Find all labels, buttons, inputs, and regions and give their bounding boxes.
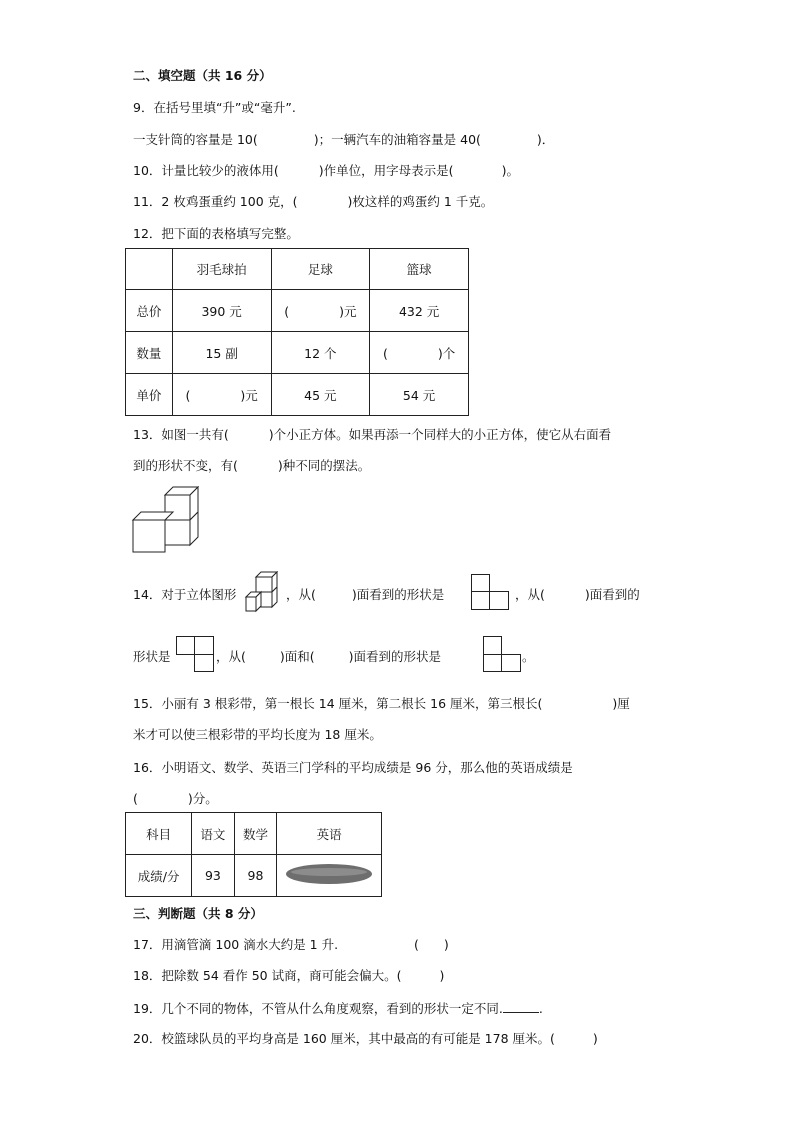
section-title-true-false: 三、判断题（共 8 分）: [133, 906, 263, 921]
q18-end: ): [439, 968, 445, 983]
q14-solid-figure: [244, 571, 280, 613]
q9-text-b: )；一辆汽车的油箱容量是 40(: [313, 132, 481, 147]
q12-header-empty: [126, 249, 173, 290]
question-13-line-1: [133, 427, 611, 443]
q14-text-i: )面看到的形状是: [348, 649, 442, 664]
q16-header-english: 英语: [277, 813, 382, 855]
q12-row-label-quantity: 数量: [126, 332, 173, 374]
q17-text: 17．用滴管滴 100 滴水大约是 1 升.: [133, 937, 339, 952]
q17-answer-bracket[interactable]: ( ): [414, 937, 449, 952]
q12-header-badminton: 羽毛球拍: [172, 249, 271, 290]
q12-cell: 45 元: [271, 374, 370, 416]
q12-row-label-total: 总价: [126, 290, 173, 332]
q19-end: .: [538, 1001, 543, 1016]
q13-text-c: 到的形状不变，有(: [133, 458, 238, 473]
question-20: [133, 1031, 598, 1047]
q14-text-b: ，从(: [286, 587, 316, 602]
q11-text-a: 11．2 枚鸡蛋重约 100 克，(: [133, 194, 298, 209]
ink-blot-icon: [284, 862, 374, 886]
q16-text-a: (: [133, 791, 138, 806]
q16-header-chinese: 语文: [192, 813, 235, 855]
q14-text-j: 。: [522, 649, 535, 664]
q15-text-a: 15．小丽有 3 根彩带，第一根长 14 厘米，第二根长 16 厘米，第三根长(: [133, 696, 543, 711]
q19-answer-underline[interactable]: [503, 1000, 539, 1013]
question-15-line-2: 米才可以使三根彩带的平均长度为 18 厘米。: [133, 727, 382, 742]
q13-cube-figure: [130, 486, 202, 556]
q18-text: 18．把除数 54 看作 50 试商，商可能会偏大。(: [133, 968, 402, 983]
question-16-line-2: [133, 791, 218, 807]
q12-cell: 432 元: [370, 290, 469, 332]
q12-cell: 54 元: [370, 374, 469, 416]
q12-price-table: [125, 248, 469, 416]
q16-score-table: [125, 812, 382, 897]
q14-text-d: ，从(: [515, 587, 545, 602]
q14-view-shape-3: [483, 636, 521, 672]
q19-text: 19．几个不同的物体，不管从什么角度观察，看到的形状一定不同.: [133, 1001, 503, 1016]
q16-header-subject: 科目: [126, 813, 192, 855]
q14-text-h: )面和(: [279, 649, 315, 664]
q20-text: 20．校篮球队员的平均身高是 160 厘米，其中最高的有可能是 178 厘米。(: [133, 1031, 555, 1046]
question-14-line-2a: [133, 649, 171, 665]
q12-cell-blank[interactable]: ( )元: [172, 374, 271, 416]
q12-row-label-unit-price: 单价: [126, 374, 173, 416]
q16-score-english-hidden: [277, 855, 382, 897]
q12-cell: 12 个: [271, 332, 370, 374]
q9-text-a: 一支针筒的容量是 10(: [133, 132, 258, 147]
question-9-line: [133, 132, 554, 148]
question-15-line-1: [133, 696, 630, 712]
question-14-line-1c: [515, 587, 640, 603]
question-14-line-2b: [216, 649, 441, 665]
question-11: [133, 194, 493, 210]
question-14-line-1b: [286, 587, 444, 603]
q13-text-a: 13．如图一共有(: [133, 427, 229, 442]
question-14-line-1: [133, 587, 236, 603]
q13-text-d: )种不同的摆法。: [277, 458, 371, 473]
question-16-line-1: 16．小明语文、数学、英语三门学科的平均成绩是 96 分，那么他的英语成绩是: [133, 760, 573, 775]
q13-text-b: )个小正方体。如果再添一个同样大的小正方体，使它从右面看: [268, 427, 612, 442]
q12-header-football: 足球: [271, 249, 370, 290]
q14-text-a: 14．对于立体图形: [133, 587, 237, 602]
q11-text-b: )枚这样的鸡蛋约 1 千克。: [347, 194, 494, 209]
q14-text-e: )面看到的: [584, 587, 640, 602]
question-10: [133, 163, 519, 179]
q16-score-math: 98: [234, 855, 277, 897]
question-18: [133, 968, 444, 984]
q12-cell-blank[interactable]: ( )个: [370, 332, 469, 374]
q10-text-b: )作单位，用字母表示是(: [318, 163, 454, 178]
q12-cell-blank[interactable]: ( )元: [271, 290, 370, 332]
question-14-line-2c: [522, 649, 535, 665]
q12-cell: 15 副: [172, 332, 271, 374]
question-9-stem: 9．在括号里填“升”或“毫升”.: [133, 100, 296, 115]
q10-text-a: 10．计量比较少的液体用(: [133, 163, 279, 178]
q14-view-shape-2: [176, 636, 214, 672]
q15-text-b: )厘: [612, 696, 630, 711]
q14-text-c: )面看到的形状是: [351, 587, 445, 602]
q16-header-math: 数学: [234, 813, 277, 855]
q12-cell: 390 元: [172, 290, 271, 332]
q9-text-c: )．: [536, 132, 555, 147]
question-17: [133, 937, 338, 953]
q16-row-label-score: 成绩/分: [126, 855, 192, 897]
q20-end: ): [592, 1031, 598, 1046]
q16-score-chinese: 93: [192, 855, 235, 897]
q12-header-basketball: 篮球: [370, 249, 469, 290]
question-13-line-2: [133, 458, 370, 474]
q14-view-shape-1: [471, 574, 509, 610]
q14-text-f: 形状是: [133, 649, 171, 664]
q10-text-c: )。: [501, 163, 519, 178]
q16-text-b: )分。: [187, 791, 218, 806]
question-19: [133, 1000, 543, 1017]
question-12-stem: 12．把下面的表格填写完整。: [133, 226, 299, 241]
q14-text-g: ，从(: [216, 649, 246, 664]
section-title-fill-blank: 二、填空题（共 16 分）: [133, 68, 272, 83]
